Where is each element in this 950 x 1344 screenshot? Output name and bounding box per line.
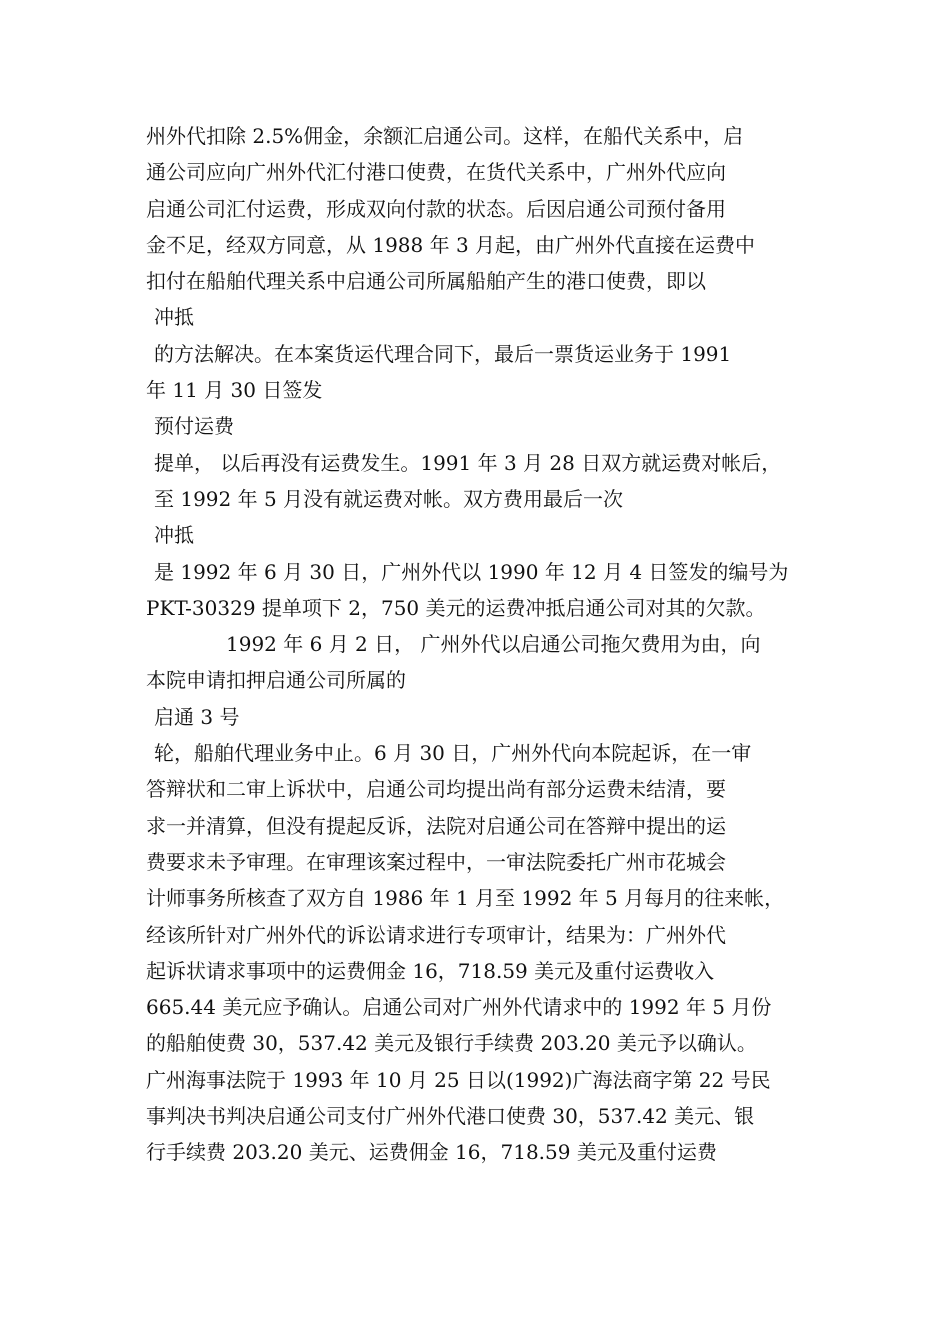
text-line: 答辩状和二审上诉状中，启通公司均提出尚有部分运费未结清，要 [146, 777, 726, 802]
text-line: 经该所针对广州外代的诉讼请求进行专项审计，结果为：广州外代 [146, 922, 726, 947]
text-line: PKT-30329 提单项下 2，750 美元的运费冲抵启通公司对其的欠款。 [146, 595, 766, 620]
text-line: 起诉状请求事项中的运费佣金 16，718.59 美元及重付运费收入 [146, 958, 715, 983]
text-line: 是 1992 年 6 月 30 日，广州外代以 1990 年 12 月 4 日签发的编号为 [154, 559, 789, 584]
text-line: 广州海事法院于 1993 年 10 月 25 日以(1992)广海法商字第 22 号民 [146, 1067, 771, 1092]
text-line-fragment: 启通 3 号 [154, 704, 240, 729]
text-line: 通公司应向广州外代汇付港口使费，在货代关系中，广州外代应向 [146, 160, 726, 185]
text-line: 的船舶使费 30，537.42 美元及银行手续费 203.20 美元予以确认。 [146, 1031, 757, 1056]
document-body [146, 118, 826, 1171]
text-line: 行手续费 203.20 美元、运费佣金 16，718.59 美元及重付运费 [146, 1140, 717, 1165]
text-line: 轮，船舶代理业务中止。6 月 30 日，广州外代向本院起诉，在一审 [154, 741, 752, 766]
text-line: 求一并清算，但没有提起反诉，法院对启通公司在答辩中提出的运 [146, 813, 726, 838]
text-line-fragment: 冲抵 [154, 523, 194, 548]
paragraph-start-line: 1992 年 6 月 2 日， 广州外代以启通公司拖欠费用为由，向 [226, 632, 761, 657]
text-line-fragment: 冲抵 [154, 305, 194, 330]
text-line: 州外代扣除 2.5%佣金，余额汇启通公司。这样，在船代关系中，启 [146, 124, 744, 148]
text-line: 费要求未予审理。在审理该案过程中，一审法院委托广州市花城会 [146, 849, 726, 874]
text-line: 计师事务所核查了双方自 1986 年 1 月至 1992 年 5 月每月的往来帐， [146, 886, 785, 911]
text-line: 年 11 月 30 日签发 [146, 378, 323, 403]
text-line: 提单， 以后再没有运费发生。1991 年 3 月 28 日双方就运费对帐后， [154, 450, 782, 475]
text-line: 事判决书判决启通公司支付广州外代港口使费 30，537.42 美元、银 [146, 1104, 755, 1129]
text-line: 665.44 美元应予确认。启通公司对广州外代请求中的 1992 年 5 月份 [146, 995, 772, 1020]
text-line: 本院申请扣押启通公司所属的 [146, 668, 406, 693]
text-line: 扣付在船舶代理关系中启通公司所属船舶产生的港口使费，即以 [146, 269, 706, 294]
text-line-fragment: 预付运费 [154, 414, 234, 439]
text-line: 的方法解决。在本案货运代理合同下，最后一票货运业务于 1991 [154, 341, 732, 366]
text-line: 金不足，经双方同意，从 1988 年 3 月起，由广州外代直接在运费中 [146, 232, 756, 257]
text-line: 启通公司汇付运费，形成双向付款的状态。后因启通公司预付备用 [146, 196, 726, 221]
text-line: 至 1992 年 5 月没有就运费对帐。双方费用最后一次 [154, 486, 624, 511]
